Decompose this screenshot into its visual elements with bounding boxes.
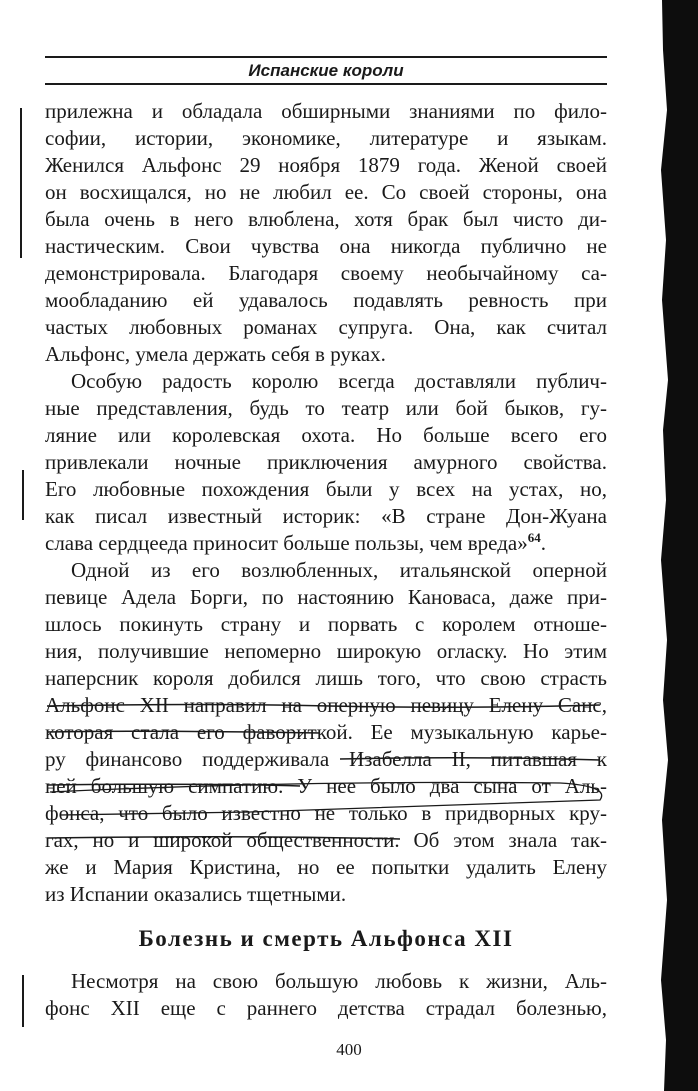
text-line: частых любовных романах супруга. Она, как считал	[45, 315, 607, 339]
page-number: 400	[336, 1040, 362, 1059]
text-line: как писал известный историк: «В стране Дон-Жуана	[45, 504, 607, 528]
text-line: ней большую симпатию. У нее было два сына от Аль-	[45, 774, 607, 798]
text-line: гах, но и широкой общественности. Об этом знала так-	[45, 828, 607, 852]
text-line: настическим. Свои чувства она никогда публично не	[45, 234, 607, 258]
text-line: прилежна и обладала обширными знаниями по фило-	[45, 99, 607, 123]
scan-shadow	[676, 0, 698, 1091]
text-line: Альфонс, умела держать себя в руках.	[45, 342, 386, 366]
text-line: он восхищался, но не любил ее. Со своей стороны, она	[45, 180, 607, 204]
text-line-content: слава сердцееда приносит больше пользы, чем вреда»	[45, 531, 528, 555]
text-line: фонс XII еще с раннего детства страдал болезнью,	[45, 996, 607, 1020]
text-line: привлекали ночные приключения амурного свойства.	[45, 450, 607, 474]
text-line: мообладанию ей удавалось подавлять ревность при	[45, 288, 607, 312]
text-line: Особую радость королю всегда доставляли публич-	[71, 369, 607, 393]
text-line: ляние или королевская охота. Но больше всего его	[45, 423, 607, 447]
text-line: ру финансово поддерживала Изабелла II, питавшая к	[45, 747, 607, 771]
text-line: шлось покинуть страну и порвать с королем отноше-	[45, 612, 607, 636]
text-line-with-footnote: слава сердцееда приносит больше пользы, чем вреда»$^{64}$.	[45, 530, 546, 555]
text-line: которая стала его фавориткой. Ее музыкальную карье-	[45, 720, 607, 744]
text-line: Одной из его возлюбленных, итальянской оперной	[71, 558, 607, 582]
text-line: демонстрировала. Благодаря своему необычайному са-	[45, 261, 607, 285]
text-line: софии, истории, экономике, литературе и языкам.	[45, 126, 607, 150]
text-line: Несмотря на свою большую любовь к жизни, Аль-	[71, 969, 607, 993]
text-line: певице Адела Борги, по настоянию Кановаса, даже при-	[45, 585, 607, 609]
text-line: из Испании оказались тщетными.	[45, 882, 347, 906]
footnote-marker: 64	[527, 530, 541, 545]
text-line: ния, получившие непомерно широкую огласку. Но этим	[45, 639, 607, 663]
text-line: ные представления, будь то театр или бой быков, гу-	[45, 396, 607, 420]
text-line: была очень в него влюблена, хотя брак был чисто ди-	[45, 207, 607, 231]
text-line: Альфонс XII направил на оперную певицу Елену Санс,	[45, 693, 607, 717]
section-heading: Болезнь и смерть Альфонса XII	[138, 926, 514, 951]
text-line: же и Мария Кристина, но ее попытки удалить Елену	[45, 855, 607, 879]
text-line: Его любовные похождения были у всех на устах, но,	[45, 477, 607, 501]
running-title: Испанские короли	[248, 61, 404, 80]
text-line: фонса, что было известно не только в придворных кру-	[45, 801, 607, 825]
text-line: Женился Альфонс 29 ноября 1879 года. Женой своей	[45, 153, 607, 177]
text-line: наперсник короля добился лишь того, что свою страсть	[45, 666, 607, 690]
